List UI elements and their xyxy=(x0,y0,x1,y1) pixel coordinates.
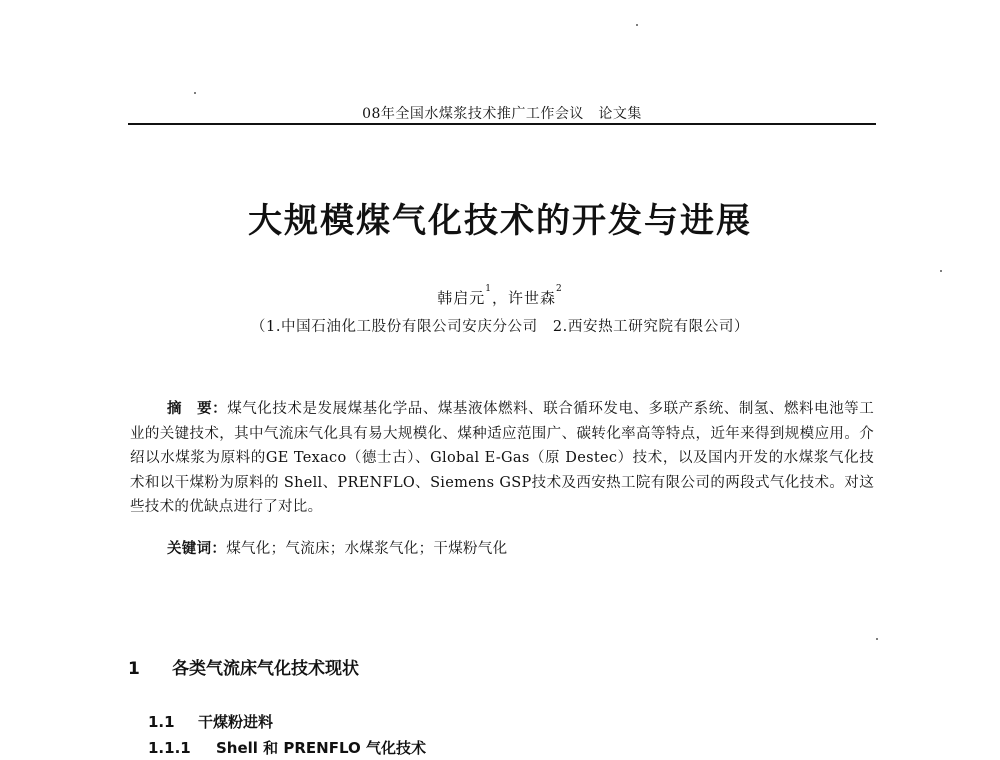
scan-speck xyxy=(876,638,878,640)
affiliation-marker: 2 xyxy=(556,284,563,294)
paper-title: 大规模煤气化技术的开发与进展 xyxy=(248,201,752,241)
affiliation-marker: 1 xyxy=(485,284,492,294)
scan-speck xyxy=(636,24,638,26)
keywords-text: 煤气化；气流床；水煤浆气化；干煤粉气化 xyxy=(226,541,508,557)
keywords xyxy=(167,537,867,558)
section-title: 各类气流床气化技术现状 xyxy=(172,659,359,679)
running-header: 08年全国水煤浆技术推广工作会议 论文集 xyxy=(362,106,642,122)
author-name: 韩启元 xyxy=(437,289,486,307)
subsubsection-title: Shell 和 PRENFLO 气化技术 xyxy=(216,739,426,757)
affiliation-line: （1.中国石油化工股份有限公司安庆分公司 2.西安热工研究院有限公司） xyxy=(250,319,750,335)
author-separator: ， xyxy=(491,289,508,307)
abstract-text: 煤气化技术是发展煤基化学品、煤基液体燃料、联合循环发电、多联产系统、制氢、燃料电池等工业的关键技术，其中气流床气化具有易大规模化、煤种适应范围广、碳转化率高等特点，近年来得到规模应用。介绍以水煤浆为原料的GE Texaco（德士古）、Global E-Gas（原 Destec）技术，以及国内开发的水煤浆气化技术和以干煤粉为原料的 Shell、PRENFLO、Siemens GSP技术及西安热工院有限公司的两段式气化技术。对这些技术的优缺点进行了对比。 xyxy=(130,401,874,515)
header-rule xyxy=(128,123,876,125)
subsection-title: 干煤粉进料 xyxy=(198,713,274,731)
subsection-number: 1.1 xyxy=(148,713,175,731)
section-heading xyxy=(128,654,359,679)
author-name: 许世森 xyxy=(508,289,557,307)
subsubsection-number: 1.1.1 xyxy=(148,739,191,757)
keywords-label: 关键词： xyxy=(167,540,227,557)
section-number: 1 xyxy=(128,659,140,679)
subsection-heading xyxy=(148,711,273,732)
subsubsection-heading xyxy=(148,737,426,758)
scan-speck xyxy=(940,270,942,272)
scan-speck xyxy=(194,92,196,94)
abstract xyxy=(130,397,874,520)
author-line xyxy=(0,284,1000,308)
abstract-label: 摘 要： xyxy=(167,400,228,417)
